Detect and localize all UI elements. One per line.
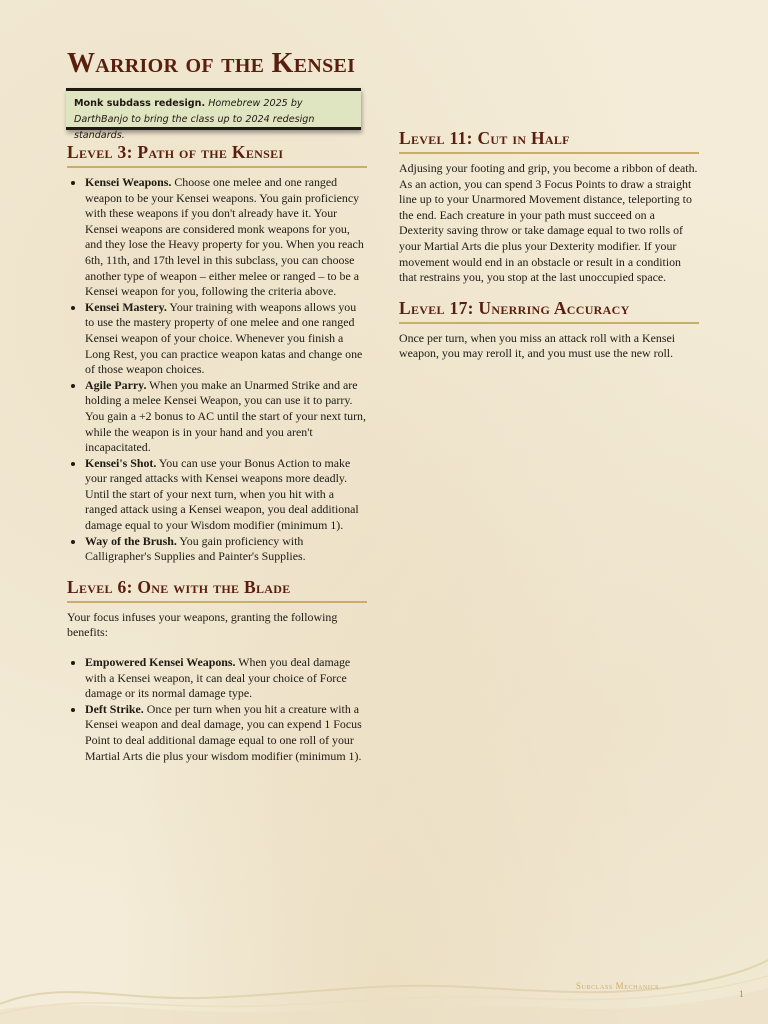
section-heading-level-17: Level 17: Unerring Accuracy (399, 296, 699, 324)
right-column (399, 126, 699, 372)
list-item (85, 655, 367, 702)
section-heading-level-11: Level 11: Cut in Half (399, 126, 699, 154)
section-heading-level-6: Level 6: One with the Blade (67, 575, 367, 603)
feature-list-level-6 (67, 655, 367, 764)
section-intro: Your focus infuses your weapons, granting the following benefits: (67, 609, 338, 640)
note-bold: Monk subdass redesign. (74, 98, 206, 109)
feature-term: Kensei's Shot. (85, 455, 157, 470)
page-title: Warrior of the Kensei (67, 48, 356, 79)
section-body-level-11: Adjusing your footing and grip, you become a ribbon of death. As an action, you can spend 3 Focus Points to draw a straight line up to your Unarmored Movement distance, teleporting to the end. Each creature in your path must succeed on a Dexterity saving throw or take damage equal to two rolls of your Martial Arts die plus your Dexterity modifier. If your movement would end in an obstacle or result in a condition that restrains you, you stop at the last unoccupied space. (399, 161, 698, 285)
list-item (85, 534, 367, 565)
left-column (67, 140, 367, 774)
feature-term: Way of the Brush. (85, 533, 177, 548)
list-item (85, 300, 367, 378)
feature-text: You gain proficiency with Calligrapher's Supplies and Painter's Supplies. (85, 533, 306, 564)
feature-term: Empowered Kensei Weapons. (85, 655, 236, 670)
list-item (85, 702, 367, 764)
note-box (66, 88, 361, 141)
section-body-level-17: Once per turn, when you miss an attack roll with a Kensei weapon, you may reroll it, and you must use the new roll. (399, 330, 676, 361)
note-italic: Homebrew 2025 by DarthBanjo to bring the class up to 2024 redesign standards. (74, 98, 315, 141)
feature-text: Your training with weapons allows you to use the mastery property of one melee and one ranged Kensei weapon of your choice. Whenever you finish a Long Rest, you can practice weapon katas and change one of those weapon choices. (85, 299, 363, 377)
feature-text: When you deal damage with a Kensei weapon, it can deal your choice of Force damage or its normal damage type. (85, 655, 351, 701)
page-number: 1 (739, 990, 744, 1000)
feature-text: You can use your Bonus Action to make your ranged attacks with Kensei weapons more deadly. Until the start of your next turn, when you hit with a ranged attack using a Kensei weapon, you deal additional damage equal to your Wisdom modifier (minimum 1). (85, 455, 359, 533)
list-item (85, 175, 367, 300)
list-item (85, 378, 367, 456)
section-heading-level-3: Level 3: Path of the Kensei (67, 140, 367, 168)
list-item (85, 456, 367, 534)
feature-term: Agile Parry. (85, 377, 147, 392)
footer-label: Subclass Mechanics (576, 981, 660, 991)
feature-term: Kensei Weapons. (85, 175, 172, 189)
feature-term: Kensei Mastery. (85, 299, 167, 314)
feature-text: Once per turn when you hit a creature with a Kensei weapon and deal damage, you can expend 1 Focus Point to deal additional damage equal to one roll of your Martial Arts die plus your wisdom modifier (minimum 1). (85, 701, 362, 763)
feature-list-level-3 (67, 175, 367, 565)
feature-term: Deft Strike. (85, 701, 144, 716)
feature-text: When you make an Unarmed Strike and are holding a melee Kensei Weapon, you can use it to parry. You gain a +2 bonus to AC until the start of your next turn, while the weapon is in your hand and you aren't incapacitated. (85, 377, 366, 455)
feature-text: Choose one melee and one ranged weapon to be your Kensei weapons. You gain proficiency with these weapons if you don't already have it. Your Kensei weapons are considered monk weapons for you, and they lose the Heavy property for you. When you reach 6th, 11th, and 17th level in this subclass, you can choose another type of weapon – either melee or ranged – to be a Kensei weapon for you, following the criteria above. (85, 175, 364, 299)
